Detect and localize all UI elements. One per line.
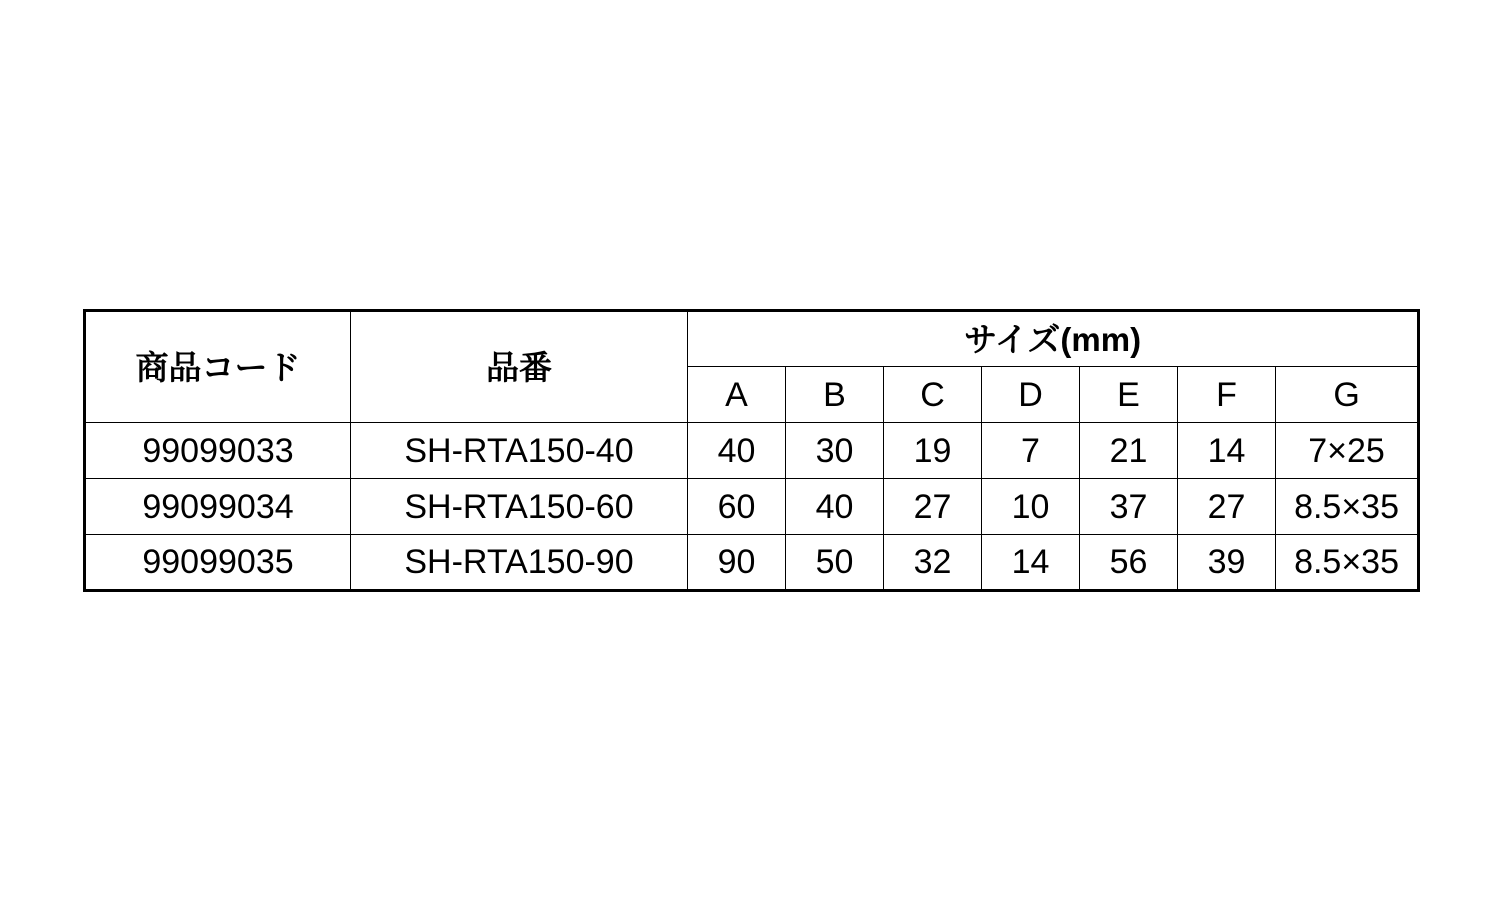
product-code-cell: 99099034 <box>85 479 351 535</box>
size-d-cell: 14 <box>982 535 1080 591</box>
part-number-cell: SH-RTA150-60 <box>351 479 688 535</box>
size-c-cell: 32 <box>884 535 982 591</box>
size-f-cell: 14 <box>1178 423 1276 479</box>
header-size-f: F <box>1178 367 1276 423</box>
table-row <box>85 535 1419 591</box>
size-f-cell: 27 <box>1178 479 1276 535</box>
spec-table <box>83 309 1420 592</box>
header-product-code: 商品コード <box>85 311 351 423</box>
size-e-cell: 21 <box>1080 423 1178 479</box>
size-b-cell: 50 <box>786 535 884 591</box>
size-g-cell: 8.5×35 <box>1276 479 1419 535</box>
part-number-cell: SH-RTA150-40 <box>351 423 688 479</box>
size-a-cell: 90 <box>688 535 786 591</box>
part-number-cell: SH-RTA150-90 <box>351 535 688 591</box>
header-size-b: B <box>786 367 884 423</box>
size-g-cell: 8.5×35 <box>1276 535 1419 591</box>
header-size-group: サイズ(mm) <box>688 311 1419 367</box>
size-a-cell: 40 <box>688 423 786 479</box>
header-size-e: E <box>1080 367 1178 423</box>
header-part-number: 品番 <box>351 311 688 423</box>
header-size-a: A <box>688 367 786 423</box>
header-size-d: D <box>982 367 1080 423</box>
size-d-cell: 7 <box>982 423 1080 479</box>
header-size-c: C <box>884 367 982 423</box>
size-g-cell: 7×25 <box>1276 423 1419 479</box>
size-c-cell: 27 <box>884 479 982 535</box>
size-a-cell: 60 <box>688 479 786 535</box>
product-code-cell: 99099033 <box>85 423 351 479</box>
size-b-cell: 30 <box>786 423 884 479</box>
size-b-cell: 40 <box>786 479 884 535</box>
size-f-cell: 39 <box>1178 535 1276 591</box>
size-e-cell: 56 <box>1080 535 1178 591</box>
table-row <box>85 479 1419 535</box>
header-row <box>85 311 1419 367</box>
header-size-g: G <box>1276 367 1419 423</box>
product-code-cell: 99099035 <box>85 535 351 591</box>
size-e-cell: 37 <box>1080 479 1178 535</box>
size-c-cell: 19 <box>884 423 982 479</box>
size-d-cell: 10 <box>982 479 1080 535</box>
table-row <box>85 423 1419 479</box>
